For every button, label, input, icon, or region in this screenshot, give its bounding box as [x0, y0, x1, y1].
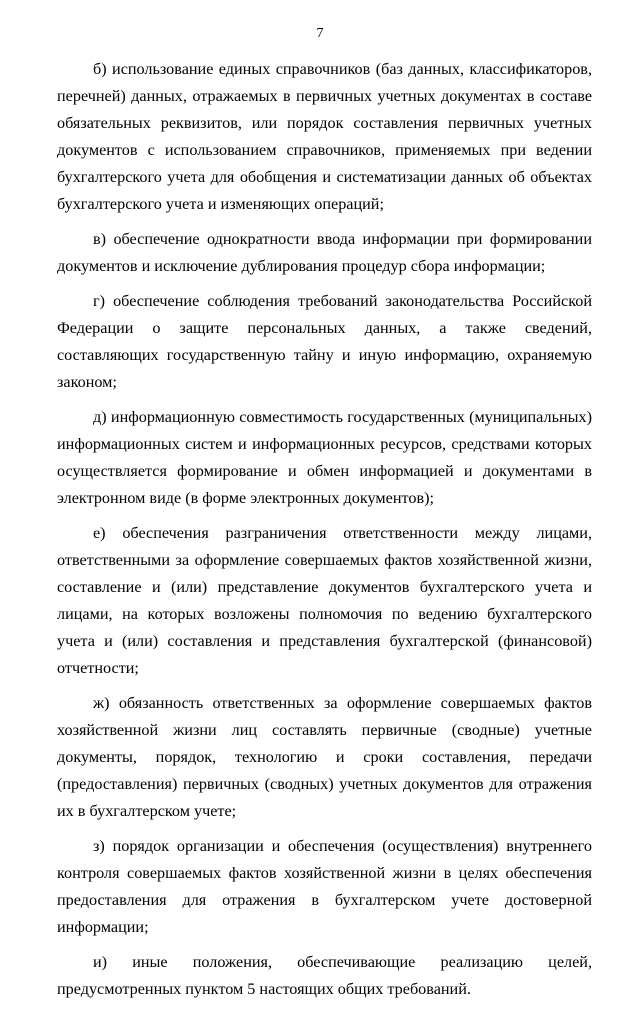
document-body: [57, 56, 592, 1011]
list-item-v: в) обеспечение однократности ввода информации при формировании документов и исключение дублирования процедур сбора информации;: [57, 230, 592, 275]
list-item-i: и) иные положения, обеспечивающие реализацию целей, предусмотренных пунктом 5 настоящих общих требований.: [57, 953, 592, 998]
list-item-d: д) информационную совместимость государственных (муниципальных) информационных систем и информационных ресурсов, средствами которых осуществляется формирование и обмен информацией и документами в электронном виде (в форме электронных документов);: [57, 408, 592, 507]
list-item-b: б) использование единых справочников (баз данных, классификаторов, перечней) данных, отражаемых в первичных учетных документах в составе обязательных реквизитов, или порядок составления первичных учетных документов с использованием справочников, применяемых при ведении бухгалтерского учета для обобщения и систематизации данных об объектах бухгалтерского учета и изменяющих операций;: [57, 60, 592, 213]
list-item-zh: ж) обязанность ответственных за оформление совершаемых фактов хозяйственной жизни лиц составлять первичные (сводные) учетные документы, порядок, технологию и сроки составления, передачи (предоставления) первичных (сводных) учетных документов для отражения их в бухгалтерском учете;: [57, 694, 592, 820]
page-number: 7: [316, 26, 324, 41]
list-item-z: з) порядок организации и обеспечения (осуществления) внутреннего контроля совершаемых фактов хозяйственной жизни в целях обеспечения предоставления для отражения в бухгалтерском учете достоверной информации;: [57, 837, 592, 936]
list-item-g: г) обеспечение соблюдения требований законодательства Российской Федерации о защите персональных данных, а также сведений, составляющих государственную тайну и иную информацию, охраняемую законом;: [57, 292, 592, 391]
list-item-e: е) обеспечения разграничения ответственности между лицами, ответственными за оформление совершаемых фактов хозяйственной жизни, составление и (или) представление документов бухгалтерского учета и лицами, на которых возложены полномочия по ведению бухгалтерского учета и (или) составления и представления бухгалтерской (финансовой) отчетности;: [57, 524, 592, 677]
